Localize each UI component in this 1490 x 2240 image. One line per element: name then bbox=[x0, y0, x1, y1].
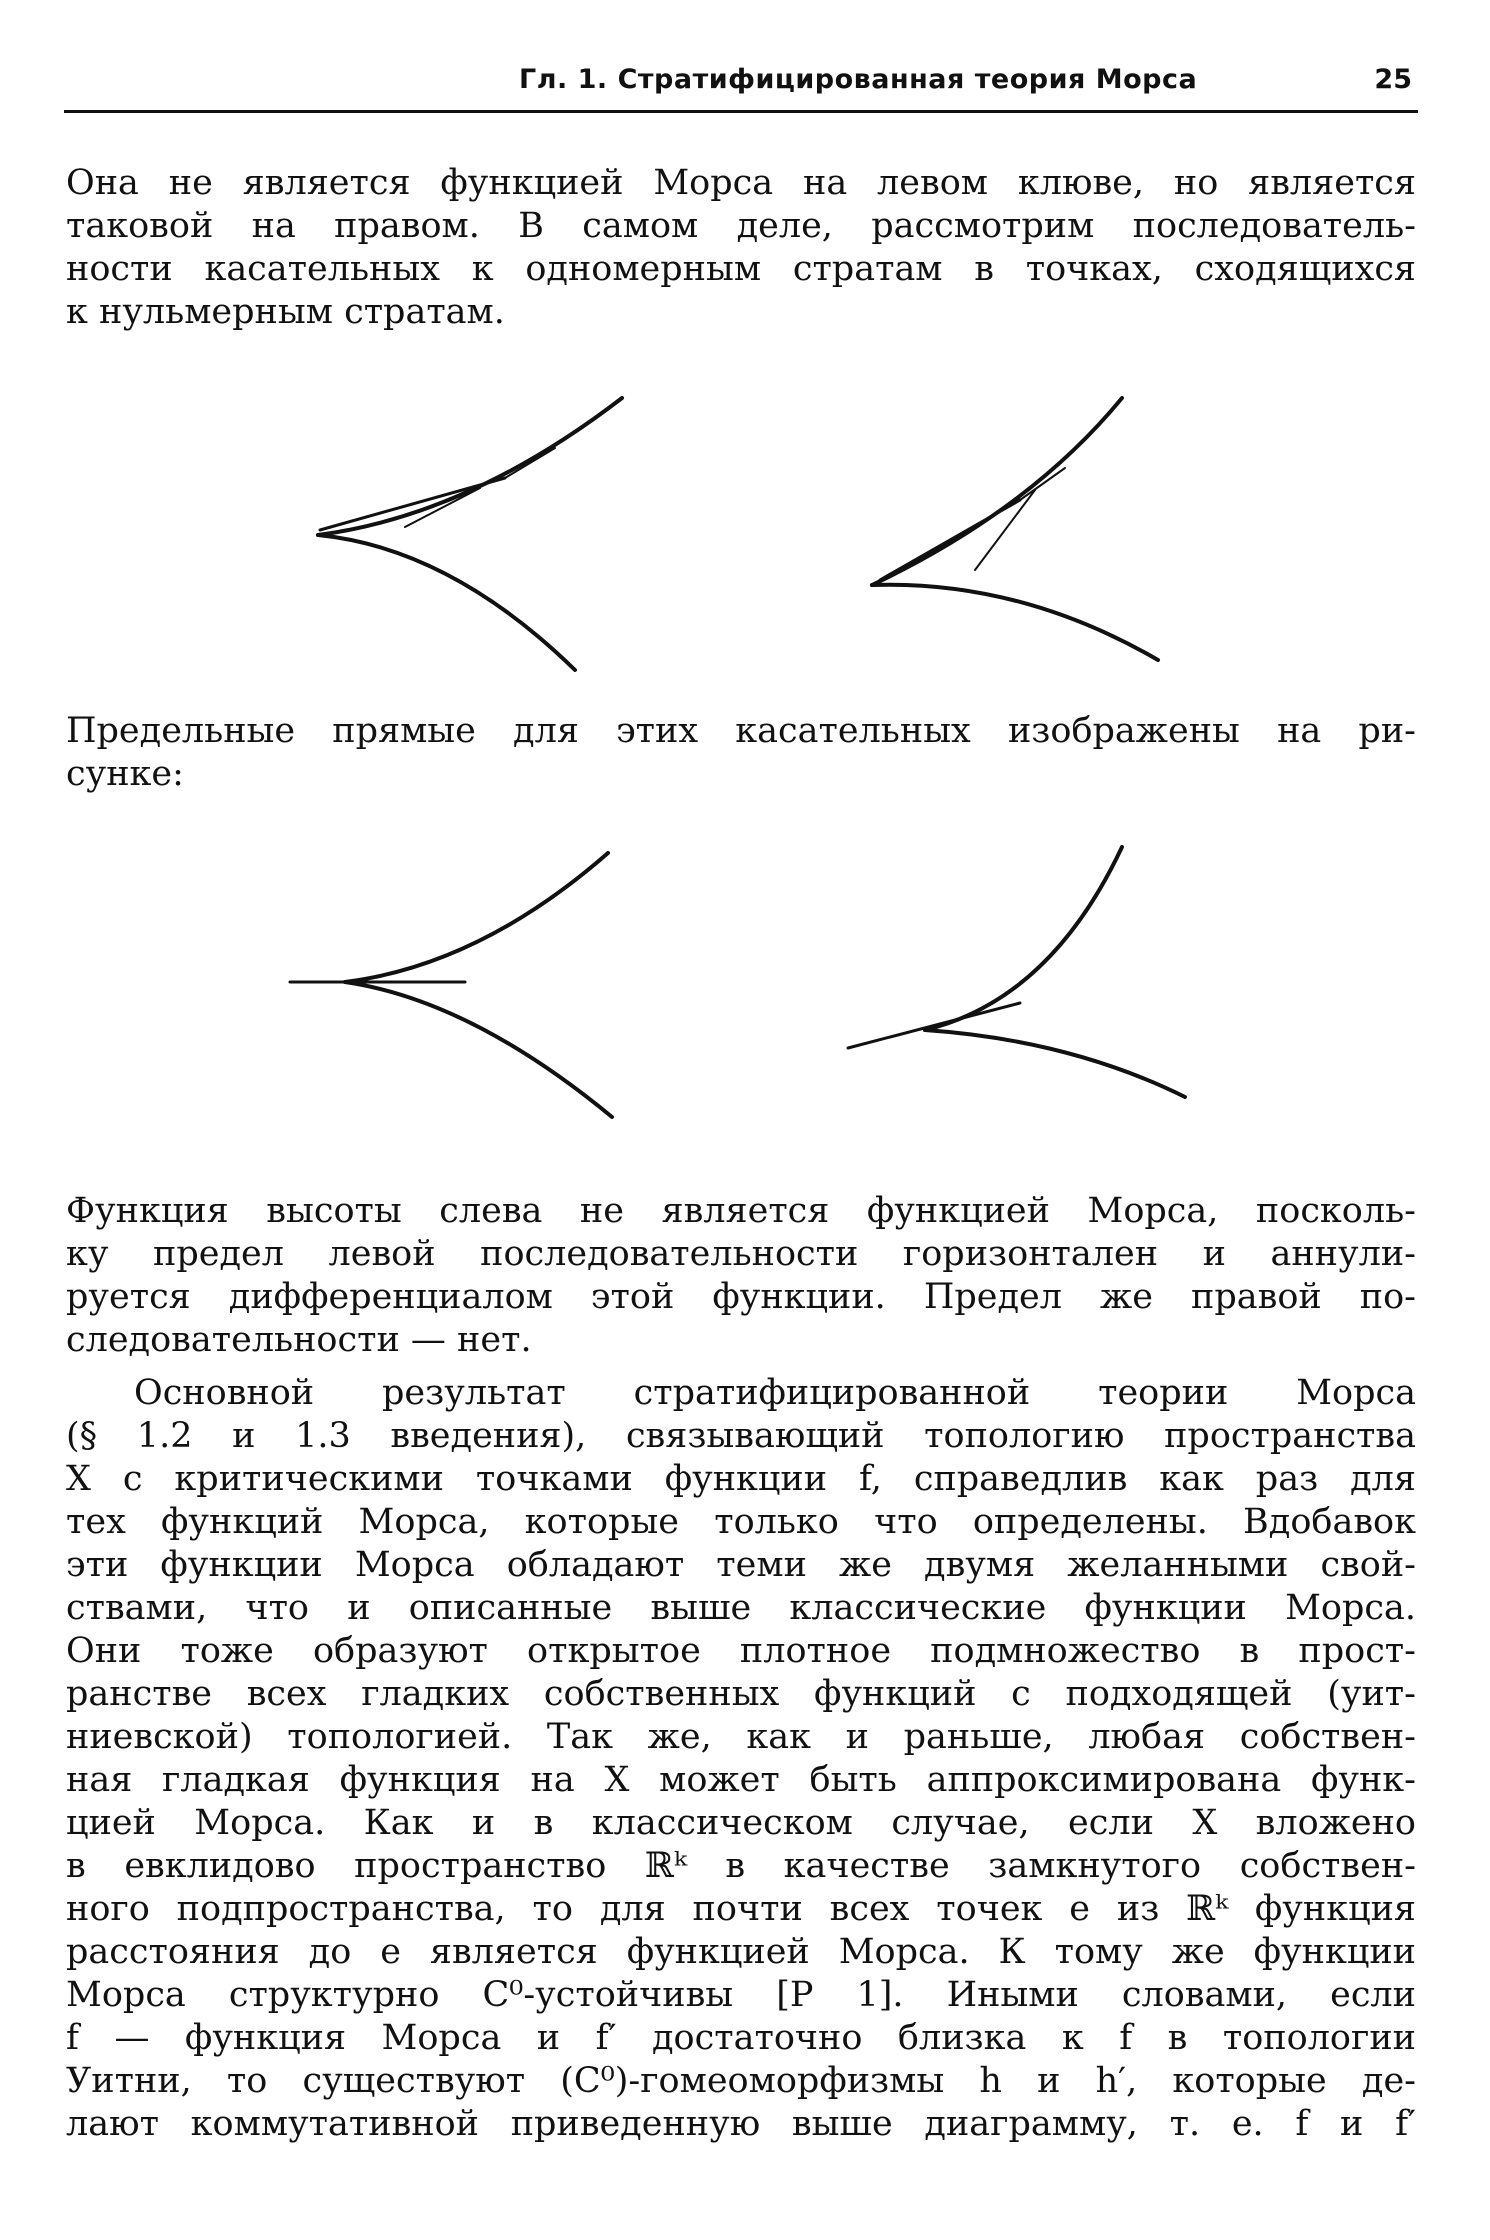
text-line: цией Морса. Как и в классическом случае, если X вложено bbox=[66, 1803, 1416, 1843]
page-number: 25 bbox=[1374, 64, 1412, 95]
text-line: Они тоже образуют открытое плотное подмножество в прост- bbox=[66, 1631, 1416, 1671]
paragraph-3 bbox=[66, 1190, 1416, 1362]
right-tangent-line-3 bbox=[1020, 468, 1065, 500]
text-line: (§ 1.2 и 1.3 введения), связывающий топологию пространства bbox=[66, 1416, 1416, 1456]
right-beak-upper-branch bbox=[872, 398, 1122, 585]
text-line: Предельные прямые для этих касательных изображены на ри- bbox=[66, 711, 1416, 751]
left-tangent-line-2 bbox=[405, 488, 480, 527]
right-beak-lower-branch bbox=[872, 585, 1158, 660]
text-line: расстояния до e является функцией Морса. К тому же функции bbox=[66, 1932, 1416, 1972]
text-line: к нульмерным стратам. bbox=[66, 292, 505, 332]
figure-beaks-tangents bbox=[0, 380, 1490, 680]
figure-limit-lines bbox=[0, 835, 1490, 1135]
text-line: Основной результат стратифицированной теории Морса bbox=[134, 1373, 1416, 1413]
text-line: ствами, что и описанные выше классические функции Морса. bbox=[66, 1588, 1416, 1628]
left-beak-lower-branch bbox=[318, 535, 575, 670]
text-line: Уитни, то существуют (C⁰)-гомеоморфизмы h и h′, которые де- bbox=[66, 2061, 1416, 2101]
text-line: сунке: bbox=[66, 754, 184, 794]
text-line: следовательности — нет. bbox=[66, 1320, 532, 1360]
left-beak-upper-branch bbox=[318, 398, 622, 535]
paragraph-1 bbox=[66, 162, 1416, 334]
text-line: X с критическими точками функции f, справедлив как раз для bbox=[66, 1459, 1416, 1499]
right-beak-upper-branch bbox=[925, 847, 1122, 1030]
text-line: ного подпространства, то для почти всех точек e из ℝᵏ функция bbox=[66, 1889, 1416, 1929]
paragraph-4 bbox=[66, 1372, 1416, 2146]
text-line: таковой на правом. В самом деле, рассмотрим последователь- bbox=[66, 206, 1416, 246]
text-line: ности касательных к одномерным стратам в точках, сходящихся bbox=[66, 249, 1416, 289]
text-line: Функция высоты слева не является функцией Морса, посколь- bbox=[66, 1191, 1416, 1231]
left-tangent-line-3 bbox=[505, 448, 555, 478]
chapter-title: Гл. 1. Стратифицированная теория Морса bbox=[519, 64, 1198, 95]
paragraph-2 bbox=[66, 710, 1416, 796]
text-line: лают коммутативной приведенную выше диаграмму, т. е. f и f′ bbox=[66, 2104, 1416, 2144]
left-beak-lower-branch bbox=[345, 982, 612, 1117]
text-line: Морса структурно C⁰-устойчивы [P 1]. Иными словами, если bbox=[66, 1975, 1416, 2015]
text-line: ниевской) топологией. Так же, как и раньше, любая собствен- bbox=[66, 1717, 1416, 1757]
text-line: в евклидово пространство ℝᵏ в качестве замкнутого собствен- bbox=[66, 1846, 1416, 1886]
right-tangent-line-1 bbox=[880, 500, 1020, 580]
text-line: эти функции Морса обладают теми же двумя желанными свой- bbox=[66, 1545, 1416, 1585]
text-line: руется дифференциалом этой функции. Предел же правой по- bbox=[66, 1277, 1416, 1317]
right-beak-lower-branch bbox=[925, 1030, 1185, 1097]
text-line: ранстве всех гладких собственных функций с подходящей (уит- bbox=[66, 1674, 1416, 1714]
left-beak-upper-branch bbox=[345, 853, 608, 982]
text-line: ная гладкая функция на X может быть аппроксимирована функ- bbox=[66, 1760, 1416, 1800]
text-line: f — функция Морса и f′ достаточно близка к f в топологии bbox=[66, 2018, 1416, 2058]
text-line: Она не является функцией Морса на левом клюве, но является bbox=[66, 163, 1416, 203]
right-tangent-line-2 bbox=[975, 490, 1035, 570]
running-header bbox=[64, 62, 1418, 113]
right-limit-line bbox=[848, 1003, 1020, 1048]
text-line: тех функций Морса, которые только что определены. Вдобавок bbox=[66, 1502, 1416, 1542]
text-line: ку предел левой последовательности горизонтален и аннули- bbox=[66, 1234, 1416, 1274]
